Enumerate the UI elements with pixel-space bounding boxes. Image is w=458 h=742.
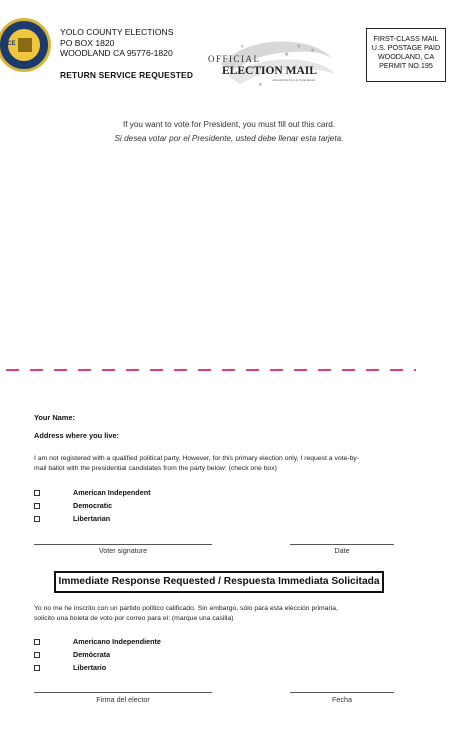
date-line[interactable] (290, 544, 394, 545)
option-label: Libertario (73, 663, 107, 672)
perforation-cut-line (6, 369, 416, 371)
spanish-instructions (34, 604, 424, 624)
immediate-response-banner: Immediate Response Requested / Respuesta Immediata Solicitada (54, 571, 384, 593)
checkbox[interactable] (34, 503, 40, 509)
logo-election-mail-text: ELECTION MAIL (222, 65, 317, 77)
indicia-line1: FIRST-CLASS MAIL (373, 34, 439, 43)
spanish-instructions-line2: solicito una boleta de voto por correo para el: (marque una casilla) (34, 615, 234, 622)
checkbox[interactable] (34, 652, 40, 658)
voter-signature-caption: Voter signature (98, 546, 148, 555)
star-icon: ★ (296, 44, 302, 50)
return-address-line1: YOLO COUNTY ELECTIONS (60, 27, 174, 37)
spanish-instructions-line1: Yo no me he inscrito con un partido político calificado. Sin embargo, sólo para esta elección primaria, (34, 605, 338, 612)
official-election-mail-logo (200, 36, 338, 92)
checkbox[interactable] (34, 490, 40, 496)
english-instructions-line1: I am not registered with a qualified political party. However, for this primary election only, I request a vote-by- (34, 455, 360, 462)
indicia-line3: WOODLAND, CA (377, 52, 435, 61)
option-label: Demócrata (73, 650, 111, 659)
firma-caption: Firma del elector (96, 695, 150, 704)
english-instructions (34, 454, 424, 474)
your-name-label: Your Name: (34, 413, 75, 422)
logo-official-text: OFFICIAL (208, 54, 261, 64)
checkbox[interactable] (34, 639, 40, 645)
english-instructions-line2: mail ballot with the presidential candidates from the party below: (check one box) (34, 465, 277, 472)
checkbox[interactable] (34, 665, 40, 671)
indicia-line4: PERMIT NO.195 (379, 61, 433, 70)
star-icon: ★ (310, 48, 316, 54)
firma-line[interactable] (34, 692, 212, 693)
option-label: Democratic (73, 501, 113, 510)
option-label: Americano Independiente (73, 637, 161, 646)
return-address (60, 27, 174, 59)
seal-building-icon (18, 38, 32, 52)
date-caption: Date (334, 546, 350, 555)
return-address-line2: PO BOX 1820 (60, 37, 115, 48)
fecha-caption: Fecha (332, 695, 352, 704)
star-icon: ★ (258, 82, 263, 88)
voter-signature-line[interactable] (34, 544, 212, 545)
postage-indicia (366, 28, 446, 82)
option-label: American Independent (73, 488, 151, 497)
intro-english: If you want to vote for President, you must fill out this card. (122, 120, 336, 129)
star-icon: ★ (284, 52, 290, 58)
return-service-requested: RETURN SERVICE REQUESTED (60, 70, 194, 80)
fecha-line[interactable] (290, 692, 394, 693)
seal-label: ACE (3, 41, 16, 47)
intro-spanish: Si desea votar por el Presidente, usted debe llenar esta tarjeta. (114, 134, 344, 143)
star-icon: ★ (240, 44, 245, 50)
logo-authorized-text: Authorized by the U.S. Postal Service (272, 79, 316, 82)
option-label: Libertarian (73, 514, 111, 523)
address-label: Address where you live: (34, 431, 120, 440)
return-address-line3: WOODLAND CA 95776-1820 (60, 48, 173, 58)
checkbox[interactable] (34, 516, 40, 522)
county-seal (0, 18, 51, 72)
indicia-line2: U.S. POSTAGE PAID (371, 43, 441, 52)
